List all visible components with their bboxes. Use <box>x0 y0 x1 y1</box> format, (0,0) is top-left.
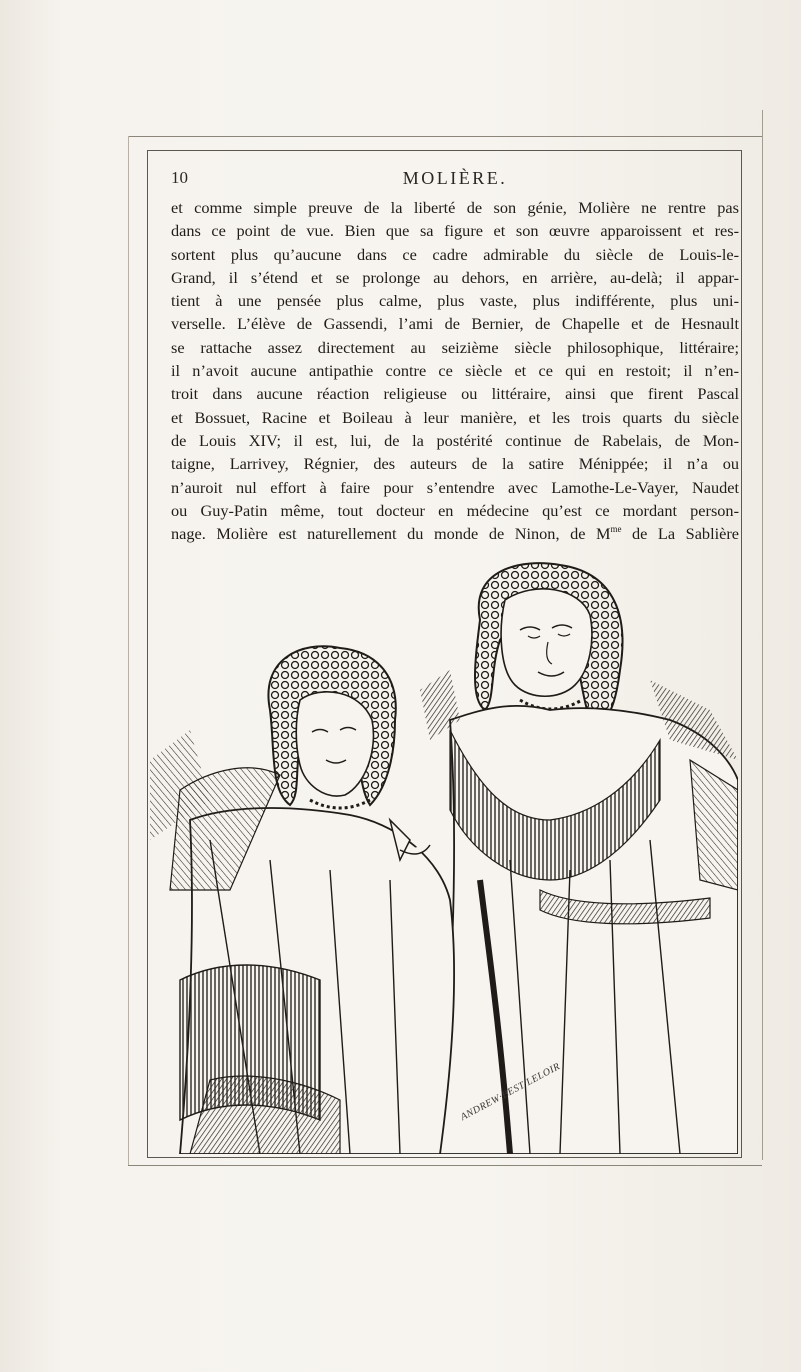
seated-woman <box>170 646 454 1154</box>
text-line: et Bossuet, Racine et Boileau à leur manière, et les trois quarts du siècle <box>171 407 739 427</box>
text-line: tient à une pensée plus calme, plus vaste, plus indifférente, plus uni- <box>171 291 739 311</box>
text-line: et comme simple preuve de la liberté de son génie, Molière ne rentre pas <box>171 198 739 217</box>
page-edge-left <box>128 136 129 1166</box>
text-line: Grand, il s’étend et se prolonge au dehors, en arrière, au-delà; il appar- <box>171 267 739 287</box>
text-line: il n’avoit aucune antipathie contre ce siècle et ce qui en restoit; il n’en- <box>171 361 739 381</box>
superscript: me <box>610 524 622 535</box>
text-line-last <box>171 522 739 545</box>
text-line: taigne, Larrivey, Régnier, des auteurs de la satire Ménippée; il n’a ou <box>171 454 739 474</box>
engraving-two-women-portrait <box>150 560 738 1154</box>
page-number: 10 <box>171 168 188 187</box>
engraver-signature: ANDREW·BEST·LELOIR <box>458 1061 563 1123</box>
text-line: dans ce point de vue. Bien que sa figure et son œuvre apparoissent et res- <box>171 221 739 241</box>
text-fragment: nage. Molière est naturellement du monde de Ninon, de M <box>171 524 611 544</box>
text-line: sortent plus qu’aucune dans ce cadre admirable du siècle de Louis-le- <box>171 244 739 264</box>
page-edge-right <box>762 110 763 1160</box>
text-line: se rattache assez directement au seizième siècle philosophique, littéraire; <box>171 337 739 357</box>
text-line: n’auroit nul effort à faire pour s’entendre avec Lamothe-Le-Vayer, Naudet <box>171 477 739 497</box>
page-edge-bottom <box>128 1165 762 1166</box>
text-fragment: de La Sablière <box>621 524 739 544</box>
text-line: de Louis XIV; il est, lui, de la postérité continue de Rabelais, de Mon- <box>171 430 739 450</box>
page-edge-top <box>128 136 762 137</box>
running-title: MOLIÈRE. <box>402 168 508 188</box>
body-text <box>171 196 739 545</box>
text-line: ou Guy-Patin même, tout docteur en médecine qu’est ce mordant person- <box>171 500 739 520</box>
text-line: verselle. L’élève de Gassendi, l’ami de Bernier, de Chapelle et de Hesnault <box>171 314 739 334</box>
standing-woman <box>440 563 738 1154</box>
text-line: troit dans aucune réaction religieuse ou littéraire, ainsi que firent Pascal <box>171 384 739 404</box>
page-header <box>171 168 739 192</box>
